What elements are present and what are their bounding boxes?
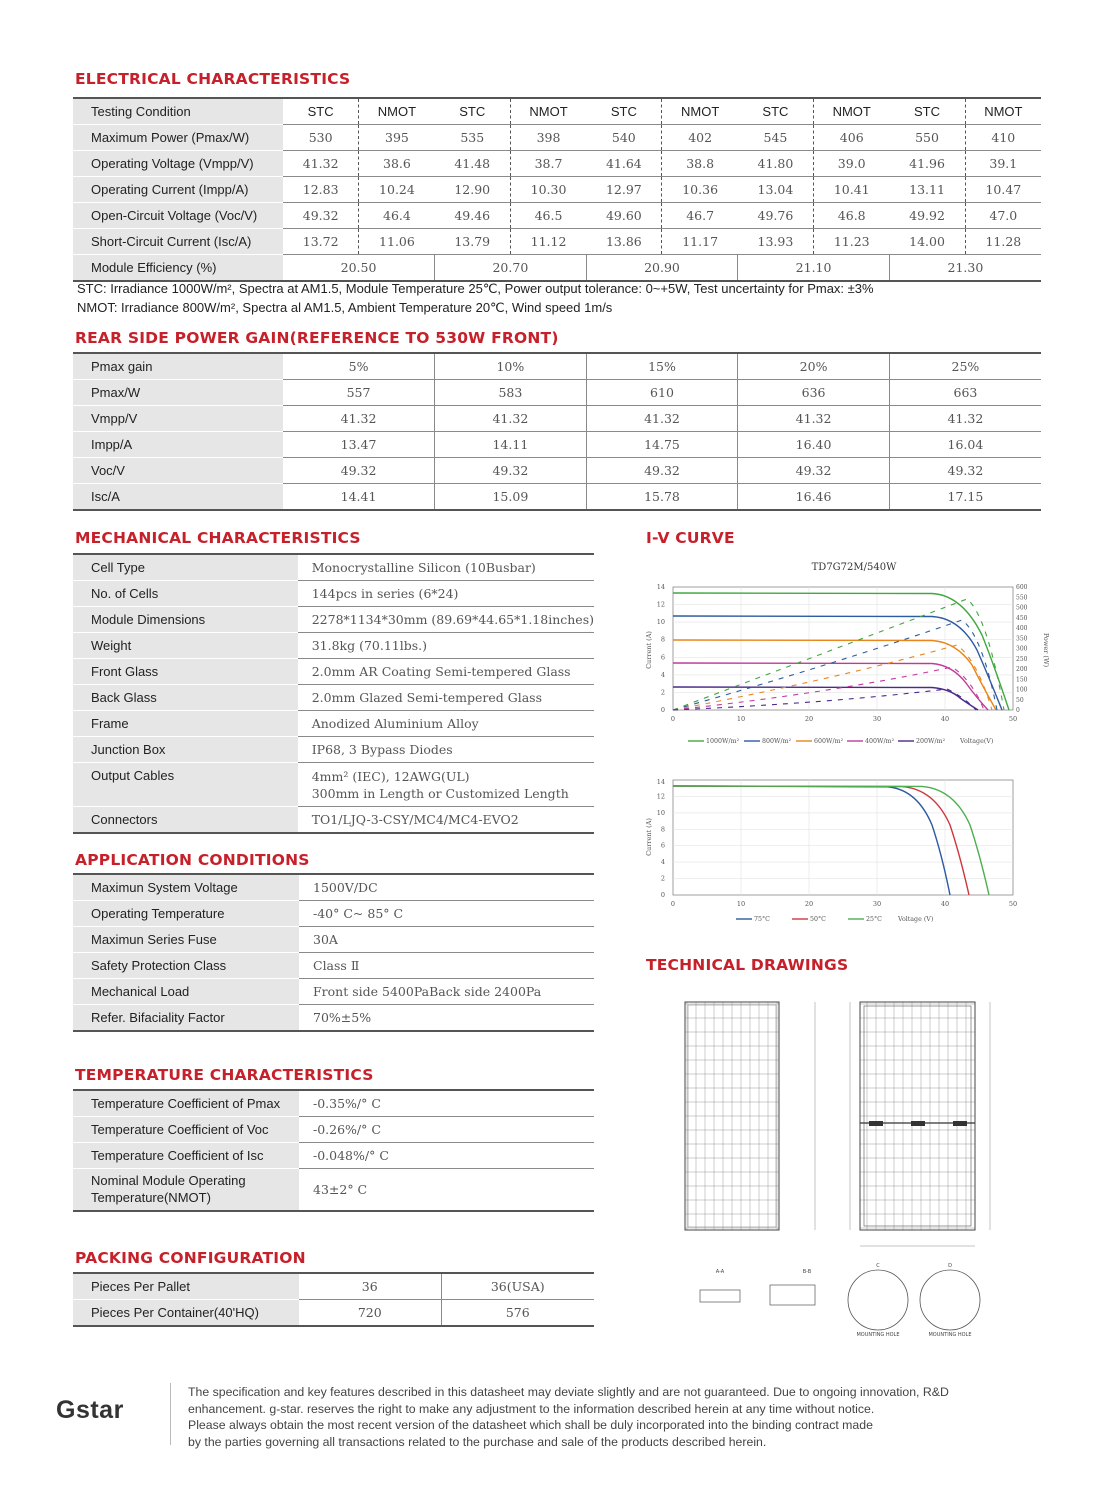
y2-tick: 50 (1016, 696, 1024, 704)
rear-view-panel (860, 1002, 975, 1230)
table-row: Temperature Coefficient of Voc -0.26%/° C (73, 1117, 594, 1143)
technical-drawings-title: TECHNICAL DRAWINGS (646, 956, 849, 974)
legend-item: 75°C (754, 916, 770, 923)
x-tick: 40 (940, 900, 950, 908)
table-row: Mechanical Load Front side 5400PaBack side 2400Pa (73, 979, 594, 1005)
y2-tick: 500 (1016, 604, 1028, 612)
x-tick: 0 (670, 715, 676, 723)
table-row: Weight 31.8kg (70.11lbs.) (73, 633, 594, 659)
section-label: B-B (802, 1269, 812, 1275)
power-curve-800 (673, 620, 997, 710)
electrical-title: ELECTRICAL CHARACTERISTICS (75, 70, 351, 88)
table-row: Temperature Coefficient of Pmax -0.35%/° C (73, 1090, 594, 1117)
temperature-table (73, 1089, 594, 1212)
iv-chart1-legend (688, 738, 993, 745)
y2-tick: 550 (1016, 594, 1028, 602)
y2-axis-label: Power (W) (1042, 632, 1050, 668)
detail-c-circle (848, 1270, 908, 1330)
table-row: Maximun Series Fuse 30A (73, 927, 594, 953)
section-label: C (876, 1263, 880, 1269)
x-tick: 20 (804, 900, 814, 908)
gstar-logo: Gstar (56, 1396, 124, 1424)
x-tick: 50 (1008, 900, 1018, 908)
y2-tick: 450 (1016, 614, 1028, 622)
y-tick: 14 (656, 778, 665, 786)
mechanical-title: MECHANICAL CHARACTERISTICS (75, 529, 361, 547)
y-axis-label: Current (A) (645, 631, 653, 669)
y-tick: 4 (660, 670, 665, 679)
x-tick: 30 (872, 900, 882, 908)
table-row: Operating Voltage (Vmpp/V) 41.32 38.6 41.48 38.7 41.64 38.8 41.80 39.0 41.96 39.1 (73, 151, 1041, 177)
y-tick: 2 (660, 874, 665, 883)
x-tick: 10 (736, 900, 746, 908)
table-row: Junction Box IP68, 3 Bypass Diodes (73, 737, 594, 763)
table-row: No. of Cells 144pcs in series (6*24) (73, 581, 594, 607)
legend-item: 50°C (810, 916, 826, 923)
iv-chart-temperature (632, 775, 1052, 930)
row-label: Open-Circuit Voltage (Voc/V) (73, 203, 283, 229)
table-row: Pmax/W 557 583 610 636 663 (73, 380, 1041, 406)
x-axis-label: Voltage (V) (898, 916, 934, 923)
y-tick: 12 (656, 792, 665, 801)
x-tick: 30 (872, 715, 882, 723)
table-row: Safety Protection Class Class Ⅱ (73, 953, 594, 979)
rear-gain-title: REAR SIDE POWER GAIN(REFERENCE TO 530W FRONT) (75, 329, 559, 347)
row-label: Module Efficiency (%) (73, 255, 283, 282)
table-row: Maximum Power (Pmax/W) 530 395 535 398 540 402 545 406 550 410 (73, 125, 1041, 151)
y-tick: 8 (660, 635, 665, 644)
hole-label: MOUNTING HOLE (928, 1332, 972, 1338)
table-row: Voc/V 49.32 49.32 49.32 49.32 49.32 (73, 458, 1041, 484)
y-tick: 6 (660, 653, 665, 662)
application-title: APPLICATION CONDITIONS (75, 851, 310, 869)
legend-item: 600W/m² (814, 738, 844, 745)
section-label: A-A (715, 1269, 725, 1275)
y2-tick: 0 (1016, 707, 1020, 714)
y-axis-label: Current (A) (645, 818, 653, 856)
iv-chart1-frame (673, 587, 1013, 710)
electrical-table (73, 97, 1041, 282)
table-row: Open-Circuit Voltage (Voc/V) 49.32 46.4 49.46 46.5 49.60 46.7 49.76 46.8 49.92 47.0 (73, 203, 1041, 229)
iv-model-label: TD7G72M/540W (811, 562, 897, 573)
legend-item: 400W/m² (865, 738, 895, 745)
row-label: Maximum Power (Pmax/W) (73, 125, 283, 151)
table-row: Cell Type Monocrystalline Silicon (10Busbar) (73, 554, 594, 581)
y-tick: 10 (656, 808, 665, 817)
table-row: Module Dimensions 2278*1134*30mm (89.69*44.65*1.18inches) (73, 607, 594, 633)
iv-chart1-grid (673, 587, 1013, 710)
table-row: Pieces Per Container(40'HQ) 720 576 (73, 1300, 594, 1327)
y2-tick: 400 (1016, 625, 1028, 632)
application-table (73, 873, 594, 1032)
table-row: Operating Temperature -40° C~ 85° C (73, 901, 594, 927)
footer-divider (170, 1383, 171, 1445)
table-row: Impp/A 13.47 14.11 14.75 16.40 16.04 (73, 432, 1041, 458)
legend-item: 200W/m² (916, 738, 946, 745)
legend-item: 800W/m² (762, 738, 792, 745)
y-tick: 14 (656, 583, 665, 591)
iv-chart2-grid (673, 780, 1013, 895)
row-label: Short-Circuit Current (Isc/A) (73, 229, 283, 255)
section-label: D (948, 1263, 952, 1269)
x-tick: 10 (736, 715, 746, 723)
x-tick: 50 (1008, 715, 1018, 723)
x-axis-label: Voltage(V) (960, 738, 994, 745)
y2-tick: 250 (1016, 655, 1028, 663)
x-tick: 40 (940, 715, 950, 723)
y-tick: 10 (656, 618, 665, 627)
y2-tick: 200 (1016, 666, 1028, 673)
table-row: Back Glass 2.0mm Glazed Semi-tempered Glass (73, 685, 594, 711)
y2-tick: 150 (1016, 676, 1028, 684)
disclaimer: The specification and key features described in this datasheet may deviate slightly and are not guaranteed. Due to ongoing innovation, R&D enhancement. g-star. reserves the right to make any adjustment to the information described herein at any time without notice. Please always obtain the most recent version of the datasheet which shall be duly incorporated into the binding contract made by the parties governing all transactions related to the purchase and sale of the products described herein. (188, 1385, 949, 1449)
table-row: Connectors TO1/LJQ-3-CSY/MC4/MC4-EVO2 (73, 807, 594, 834)
temperature-title: TEMPERATURE CHARACTERISTICS (75, 1066, 374, 1084)
electrical-notes: STC: Irradiance 1000W/m², Spectra at AM1.5, Module Temperature 25℃, Power output tolerance: 0~+5W, Test uncertainty for Pmax: ±3% NMOT: Irradiance 800W/m², Spectra al AM1.5, Ambient Temperature 20℃, Wind speed 1m/s (77, 281, 874, 315)
y2-tick: 300 (1016, 645, 1028, 653)
x-tick: 20 (804, 715, 814, 723)
table-row: Temperature Coefficient of Isc -0.048%/° C (73, 1143, 594, 1169)
front-view-panel (685, 1002, 779, 1230)
table-row: Maximun System Voltage 1500V/DC (73, 874, 594, 901)
table-row: Operating Current (Impp/A) 12.83 10.24 12.90 10.30 12.97 10.36 13.04 10.41 13.11 10.47 (73, 177, 1041, 203)
table-row: Pieces Per Pallet 36 36(USA) (73, 1273, 594, 1300)
power-curve-600 (673, 645, 992, 710)
table-row: Testing Condition STC NMOT STC NMOT STC NMOT STC NMOT STC NMOT (73, 98, 1041, 125)
legend-item: 25°C (866, 916, 882, 923)
y2-tick: 100 (1016, 686, 1028, 694)
y2-tick: 350 (1016, 635, 1028, 643)
x-tick: 0 (670, 900, 676, 908)
row-label: Testing Condition (73, 98, 283, 125)
technical-drawing (660, 990, 1060, 1340)
packing-table (73, 1272, 594, 1327)
table-row: Frame Anodized Aluminium Alloy (73, 711, 594, 737)
row-label: Operating Voltage (Vmpp/V) (73, 151, 283, 177)
table-row: Short-Circuit Current (Isc/A) 13.72 11.06 13.79 11.12 13.86 11.17 13.93 11.23 14.00 11.28 (73, 229, 1041, 255)
rear-gain-table (73, 352, 1041, 511)
table-row: Output Cables 4mm² (IEC), 12AWG(UL) 300mm in Length or Customized Length (73, 763, 594, 807)
hole-label: MOUNTING HOLE (856, 1332, 900, 1338)
table-row: Isc/A 14.41 15.09 15.78 16.46 17.15 (73, 484, 1041, 511)
y-tick: 0 (660, 706, 665, 714)
y-tick: 12 (656, 600, 665, 609)
row-label: Operating Current (Impp/A) (73, 177, 283, 203)
table-row: Pmax gain 5% 10% 15% 20% 25% (73, 353, 1041, 380)
iv-curve-title: I-V CURVE (646, 529, 735, 547)
y-tick: 0 (660, 891, 665, 899)
table-row: Vmpp/V 41.32 41.32 41.32 41.32 41.32 (73, 406, 1041, 432)
iv-chart2-frame (673, 780, 1013, 895)
y-tick: 4 (660, 858, 665, 867)
packing-title: PACKING CONFIGURATION (75, 1249, 306, 1267)
table-row: Nominal Module Operating Temperature(NMOT) 43±2° C (73, 1169, 594, 1211)
table-row: Module Efficiency (%) 20.50 20.70 20.90 21.10 21.30 (73, 255, 1041, 282)
table-row: Front Glass 2.0mm AR Coating Semi-tempered Glass (73, 659, 594, 685)
y2-tick: 600 (1016, 584, 1028, 591)
y-tick: 8 (660, 825, 665, 834)
table-row: Refer. Bifaciality Factor 70%±5% (73, 1005, 594, 1032)
y-tick: 6 (660, 841, 665, 850)
legend-item: 1000W/m² (706, 738, 740, 745)
iv-chart-irradiance (632, 555, 1052, 750)
iv-curve-200 (673, 687, 978, 710)
iv-chart2-legend (736, 916, 933, 923)
mechanical-table (73, 553, 594, 834)
detail-d-circle (920, 1270, 980, 1330)
y-tick: 2 (660, 688, 665, 697)
